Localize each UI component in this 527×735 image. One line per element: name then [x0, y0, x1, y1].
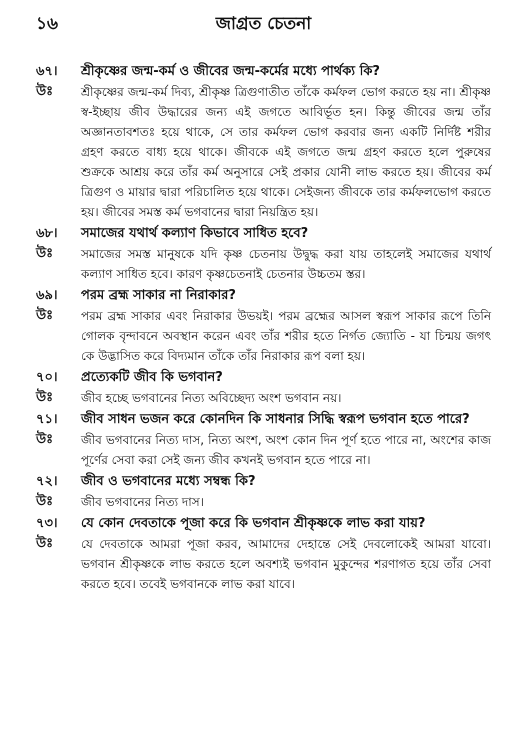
answer-text: যে দেবতাকে আমরা পূজা করব, আমাদের দেহান্তে সেই দেবলোকেই আমরা যাবো। ভগবান শ্রীকৃষ্ণকে লাভ করতে হলে অবশ্যই ভগবান মুকুন্দের শরণাগত হয়ে তাঁর সেবা করতে হবে। তবেই ভগবানকে লাভ করা যাবে। — [81, 537, 491, 591]
answer-text: জীব ভগবানের নিত্য দাস, নিত্য অংশ, অংশ কোন দিন পূর্ণ হতে পারে না, অংশের কাজ পূর্ণের সেবা করা সেই জন্য জীব কখনই ভগবান হতে পারে না। — [81, 433, 491, 467]
answer-label: উঃ — [36, 494, 54, 509]
question-text: জীব সাধন ভজন করে কোনদিন কি সাধনার সিদ্ধি স্বরূপ ভগবান হতে পারে? — [81, 412, 470, 427]
page-number: ১৬ — [36, 14, 59, 34]
question-number: ৬৯। — [36, 288, 58, 303]
question-text: শ্রীকৃষ্ণের জন্ম-কর্ম ও জীবের জন্ম-কর্মের মধ্যে পার্থক্য কি? — [81, 64, 380, 79]
answer-text: জীব হচ্ছে ভগবানের নিত্য অবিচ্ছেদ্য অংশ ভগবান নয়। — [81, 391, 342, 405]
qa-item — [36, 62, 491, 222]
answer-label: উঃ — [36, 432, 54, 447]
question-text: জীব ও ভগবানের মধ্যে সম্বন্ধ কি? — [81, 474, 256, 489]
qa-item — [36, 286, 491, 366]
question-text: যে কোন দেবতাকে পূজা করে কি ভগবান শ্রীকৃষ্ণকে লাভ করা যায়? — [81, 516, 426, 531]
answer-label: উঃ — [36, 536, 54, 551]
qa-item — [36, 472, 491, 512]
question-number: ৭১। — [36, 412, 58, 427]
answer-label: উঃ — [36, 84, 54, 99]
running-title: জাগ্রত চেতনা — [215, 14, 312, 34]
page-header — [36, 10, 491, 40]
qa-item — [36, 410, 491, 470]
qa-list — [36, 62, 491, 596]
question-number: ৭২। — [36, 474, 58, 489]
question-number: ৬৭। — [36, 64, 58, 79]
question-text: পরম ব্রহ্ম সাকার না নিরাকার? — [81, 288, 236, 303]
question-text: সমাজের যথার্থ কল্যাণ কিভাবে সাধিত হবে? — [81, 226, 309, 241]
question-text: প্রত্যেকটি জীব কি ভগবান? — [81, 370, 223, 385]
answer-label: উঃ — [36, 390, 54, 405]
qa-item — [36, 368, 491, 408]
question-number: ৭০। — [36, 370, 58, 385]
answer-label: উঃ — [36, 246, 54, 261]
answer-text: শ্রীকৃষ্ণের জন্ম-কর্ম দিব্য, শ্রীকৃষ্ণ ত্রিগুণাতীত তাঁকে কর্মফল ভোগ করতে হয় না। শ্রীকৃষ্ণ স্ব-ইচ্ছায় জীব উদ্ধারের জন্য এই জগতে আবির্ভূত হন। কিন্তু জীবের জন্ম তাঁর অজ্ঞানতাবশতঃ হয়ে থাকে, সে তার কর্মফল ভোগ করবার জন্য একটি নির্দিষ্ট শরীর গ্রহণ করতে বাধ্য হয়ে থাকে। জীবকে এই জগতে জন্ম গ্রহণ করতে হলে পুরুষের শুক্রকে আশ্রয় করে তাঁর কর্ম অনুসারে সেই প্রকার যোনী লাভ করতে হয়। জীবের কর্ম ত্রিগুণ ও মায়ার দ্বারা পরিচালিত হয়ে থাকে। সেইজন্য জীবকে তার কর্মফলভোগ করতে হয়। জীবের সমস্ত কর্ম ভগবানের দ্বারা নিয়ন্ত্রিত হয়। — [81, 85, 491, 219]
answer-text: পরম ব্রহ্ম সাকার এবং নিরাকার উভয়ই। পরম ব্রহ্মের আসল স্বরূপ সাকার রূপে তিনি গোলক বৃন্দাবনে অবস্থান করেন এবং তাঁর শরীর হতে নির্গত জ্যোতি - যা চিন্ময় জগৎ কে উদ্ভাসিত করে বিদ্যমান তাঁকে তাঁর নিরাকার রূপ বলা হয়। — [81, 309, 491, 363]
answer-label: উঃ — [36, 308, 54, 323]
answer-text: সমাজের সমস্ত মানুষকে যদি কৃষ্ণ চেতনায় উদ্বুদ্ধ করা যায় তাহলেই সমাজের যথার্থ কল্যাণ সাধিত হবে। কারণ কৃষ্ণচেতনাই চেতনার উচ্চতম স্তর। — [81, 247, 491, 281]
question-number: ৬৮। — [36, 226, 58, 241]
qa-item — [36, 224, 491, 284]
question-number: ৭৩। — [36, 516, 58, 531]
qa-item — [36, 514, 491, 594]
answer-text: জীব ভগবানের নিত্য দাস। — [81, 495, 204, 509]
